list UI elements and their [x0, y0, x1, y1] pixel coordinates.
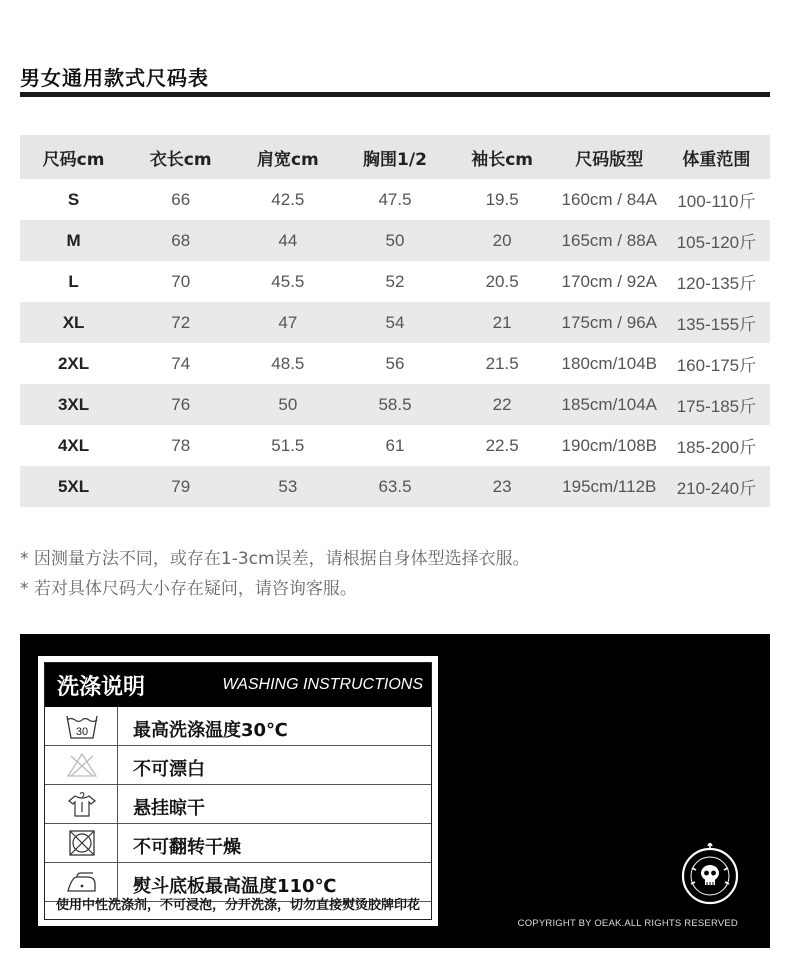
wash-30-icon [45, 707, 118, 745]
wash-row [45, 824, 431, 863]
cell-fit: 160cm / 84A [561, 189, 657, 209]
washing-title-en: WASHING INSTRUCTIONS [222, 676, 423, 693]
cell-weight: 100-110斤 [677, 192, 756, 211]
cell-length: 72 [127, 302, 234, 343]
cell-sleeve: 21.5 [485, 353, 519, 373]
washing-title-zh: 洗涤说明 [57, 675, 146, 700]
table-row [20, 302, 770, 343]
cell-length: 76 [127, 384, 234, 425]
cell-shoulder: 53 [234, 466, 341, 507]
cell-shoulder: 50 [234, 384, 341, 425]
washing-card [38, 656, 438, 926]
wash-text: 不可漂白 [133, 759, 205, 780]
cell-weight: 120-135斤 [676, 274, 757, 293]
cell-shoulder: 42.5 [271, 189, 305, 209]
page-title: 男女通用款式尺码表 [20, 66, 209, 90]
cell-weight: 185-200斤 [676, 438, 757, 457]
cell-size: XL [20, 302, 127, 343]
cell-shoulder: 51.5 [271, 435, 305, 455]
cell-fit: 190cm/108B [561, 435, 657, 455]
washing-footer-panel [20, 634, 770, 948]
cell-shoulder: 48.5 [271, 353, 305, 373]
note-consult: * 若对具体尺码大小存在疑问，请咨询客服。 [20, 579, 357, 599]
wash-text: 最高洗涤温度30℃ [133, 720, 288, 741]
no-bleach-icon [45, 746, 118, 784]
wash-text: 熨斗底板最高温度110℃ [133, 876, 337, 897]
washing-card-header [45, 663, 431, 707]
cell-weight: 105-120斤 [663, 220, 770, 261]
cell-length: 74 [171, 353, 191, 373]
cell-fit: 180cm/104B [561, 353, 657, 373]
title-divider [20, 92, 770, 97]
header-length: 衣长cm [127, 135, 234, 179]
cell-sleeve: 22.5 [485, 435, 519, 455]
note-measurement: * 因测量方法不同，或存在1-3cm误差，请根据自身体型选择衣服。 [20, 549, 530, 569]
cell-sleeve: 20 [449, 220, 556, 261]
cell-fit: 195cm/112B [556, 466, 663, 507]
table-row [20, 343, 770, 384]
wash-row [45, 707, 431, 746]
cell-size: M [20, 220, 127, 261]
cell-chest: 56 [385, 353, 405, 373]
cell-size: L [68, 271, 79, 291]
size-notes [20, 544, 530, 604]
wash-temp-label: 30 [75, 726, 89, 738]
cell-length: 79 [127, 466, 234, 507]
wash-text: 悬挂晾干 [133, 798, 205, 819]
cell-length: 78 [171, 435, 191, 455]
cell-shoulder: 45.5 [271, 271, 305, 291]
wash-row [45, 746, 431, 785]
cell-chest: 52 [385, 271, 405, 291]
cell-length: 68 [127, 220, 234, 261]
cell-shoulder: 44 [234, 220, 341, 261]
wash-text: 不可翻转干燥 [133, 837, 241, 858]
cell-weight: 160-175斤 [676, 356, 757, 375]
cell-sleeve: 19.5 [485, 189, 519, 209]
cell-size: 5XL [20, 466, 127, 507]
no-tumble-dry-icon [45, 824, 118, 862]
table-row [20, 466, 770, 507]
cell-size: 4XL [57, 435, 90, 455]
header-sleeve: 袖长cm [449, 135, 556, 179]
table-row [20, 261, 770, 302]
cell-size: 3XL [20, 384, 127, 425]
cell-chest: 61 [385, 435, 405, 455]
cell-chest: 47.5 [378, 189, 412, 209]
cell-length: 66 [171, 189, 191, 209]
wash-row [45, 785, 431, 824]
cell-size: 2XL [57, 353, 90, 373]
cell-chest: 58.5 [341, 384, 448, 425]
header-shoulder: 肩宽cm [234, 135, 341, 179]
table-row [20, 384, 770, 425]
copyright-text: COPYRIGHT BY OEAK.ALL RIGHTS RESERVED [517, 918, 738, 929]
cell-fit: 170cm / 92A [561, 271, 657, 291]
cell-fit: 185cm/104A [556, 384, 663, 425]
cell-sleeve: 23 [449, 466, 556, 507]
table-row [20, 220, 770, 261]
header-fit: 尺码版型 [556, 135, 663, 179]
cell-weight: 210-240斤 [663, 466, 770, 507]
cell-length: 70 [171, 271, 191, 291]
cell-shoulder: 47 [234, 302, 341, 343]
cell-fit: 175cm / 96A [556, 302, 663, 343]
cell-chest: 54 [341, 302, 448, 343]
header-weight: 体重范围 [663, 135, 770, 179]
washing-footer-note: 使用中性洗涤剂，不可浸泡，分开洗涤，切勿直接熨烫胶牌印花 [55, 898, 420, 913]
size-chart-table [20, 135, 770, 507]
cell-chest: 63.5 [341, 466, 448, 507]
cell-sleeve: 21 [449, 302, 556, 343]
cell-fit: 165cm / 88A [556, 220, 663, 261]
brand-skull-badge-icon [678, 842, 742, 910]
cell-sleeve: 20.5 [485, 271, 519, 291]
cell-chest: 50 [341, 220, 448, 261]
cell-sleeve: 22 [449, 384, 556, 425]
cell-weight: 135-155斤 [663, 302, 770, 343]
table-header-row [20, 135, 770, 179]
cell-weight: 175-185斤 [663, 384, 770, 425]
header-chest: 胸围1/2 [341, 135, 448, 179]
table-row [20, 425, 770, 466]
table-row [20, 179, 770, 220]
header-size: 尺码cm [20, 135, 127, 179]
hang-dry-icon [45, 785, 118, 823]
cell-size: S [67, 189, 80, 209]
